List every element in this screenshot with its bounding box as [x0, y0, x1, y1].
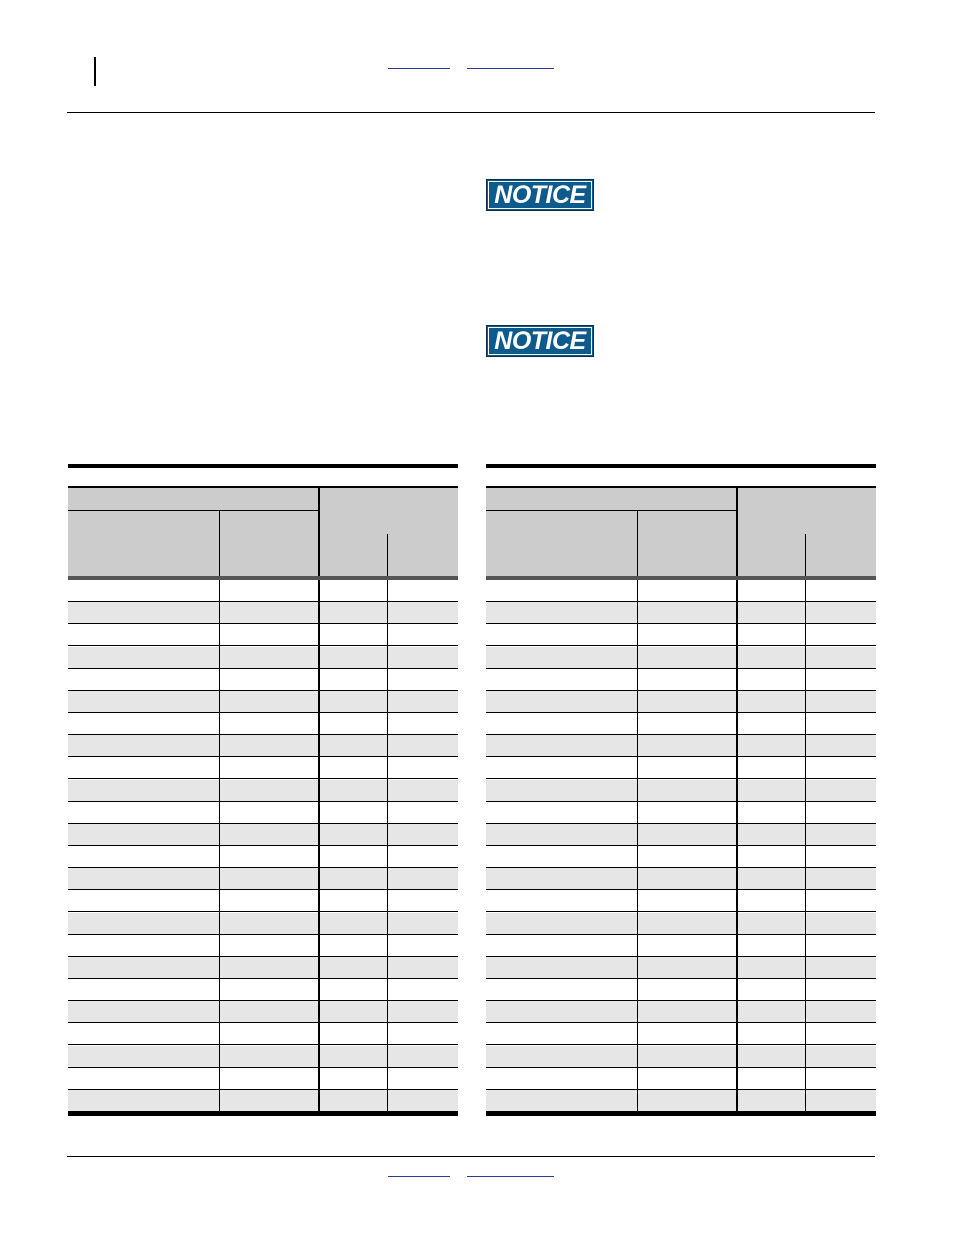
- table-row: [68, 1001, 458, 1023]
- notice-label: NOTICE: [488, 181, 592, 209]
- header-rule: [67, 112, 875, 113]
- header-divider: [805, 534, 806, 578]
- table-row: [486, 890, 876, 912]
- table-row: [68, 757, 458, 779]
- table-row: [68, 669, 458, 691]
- table-row: [486, 669, 876, 691]
- table-row: [68, 624, 458, 646]
- table-row: [486, 846, 876, 868]
- table-row: [486, 1068, 876, 1090]
- table-row: [68, 957, 458, 979]
- column-divider: [736, 580, 738, 1112]
- table-row: [68, 1090, 458, 1112]
- header-divider: [318, 488, 320, 578]
- footer-link-2[interactable]: [467, 1176, 554, 1177]
- table-row: [486, 1023, 876, 1045]
- table-row: [68, 868, 458, 890]
- table-row: [486, 913, 876, 935]
- notice-label: NOTICE: [488, 327, 592, 355]
- table-row: [68, 1068, 458, 1090]
- table-top-rule: [68, 464, 458, 468]
- header-divider: [637, 510, 638, 578]
- table-row: [68, 691, 458, 713]
- column-divider: [637, 580, 638, 1112]
- table-row: [68, 647, 458, 669]
- footer-rule: [67, 1156, 875, 1157]
- table-row: [68, 979, 458, 1001]
- header-margin-bar: [94, 57, 96, 86]
- table-row: [486, 1090, 876, 1112]
- table-row: [68, 913, 458, 935]
- table-row: [486, 580, 876, 602]
- column-divider: [387, 580, 388, 1112]
- header-divider: [219, 510, 220, 578]
- table-row: [68, 580, 458, 602]
- table-row: [486, 1001, 876, 1023]
- table-row: [486, 713, 876, 735]
- table-right: [486, 464, 876, 1116]
- table-left: [68, 464, 458, 1116]
- table-row: [486, 979, 876, 1001]
- table-row: [486, 868, 876, 890]
- table-header: [486, 486, 876, 576]
- table-row: [486, 757, 876, 779]
- table-row: [68, 935, 458, 957]
- column-divider: [805, 580, 806, 1112]
- header-link-2[interactable]: [467, 68, 554, 69]
- table-row: [68, 824, 458, 846]
- table-row: [486, 824, 876, 846]
- header-sub-rule: [486, 510, 737, 511]
- table-row: [68, 802, 458, 824]
- table-row: [486, 624, 876, 646]
- table-row: [486, 691, 876, 713]
- table-top-rule: [486, 464, 876, 468]
- header-divider: [736, 488, 738, 578]
- table-bottom-rule: [68, 1112, 458, 1116]
- header-sub-rule: [68, 510, 319, 511]
- table-row: [68, 602, 458, 624]
- notice-badge-1: [486, 179, 594, 211]
- header-link-1[interactable]: [388, 68, 450, 69]
- column-divider: [318, 580, 320, 1112]
- header-divider: [387, 534, 388, 578]
- table-row: [68, 846, 458, 868]
- table-row: [68, 780, 458, 802]
- table-row: [486, 935, 876, 957]
- table-row: [486, 1046, 876, 1068]
- table-row: [486, 735, 876, 757]
- table-row: [486, 780, 876, 802]
- table-row: [68, 713, 458, 735]
- table-row: [68, 1023, 458, 1045]
- table-row: [68, 1046, 458, 1068]
- table-row: [486, 802, 876, 824]
- column-divider: [219, 580, 220, 1112]
- table-bottom-rule: [486, 1112, 876, 1116]
- table-header: [68, 486, 458, 576]
- table-row: [68, 890, 458, 912]
- table-row: [486, 647, 876, 669]
- notice-badge-2: [486, 325, 594, 357]
- table-row: [486, 602, 876, 624]
- table-row: [68, 735, 458, 757]
- footer-link-1[interactable]: [388, 1176, 450, 1177]
- table-row: [486, 957, 876, 979]
